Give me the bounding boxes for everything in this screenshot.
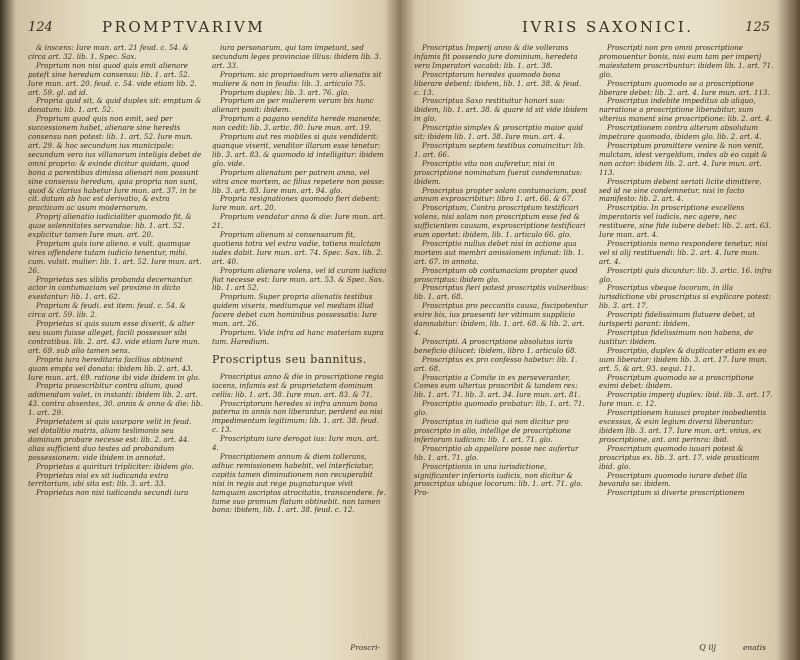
index-entry: Proprium alienatum per patrem anno, vel vitra ance mortem, ac filius repetere non posse: lib. 3. art. 83. Iure mun. art. 94. glo. bbox=[212, 167, 385, 195]
index-entry: & inscens: Iure mun. art. 21 feud. c. 54. & circa art. 32. lib. 1. Spec. Sax. bbox=[28, 43, 189, 61]
index-entry: Proscriptio. In proscriptione excellens imperatoris vel iudicis, nec agere, nec restituere, sine fide iubere debet: lib. 2. art. 63. Iure mun. art. 4. bbox=[599, 203, 771, 240]
index-entry: Proprium alienare volens, vel id curam iudicio fiat necesse est: Iure mun. art. 53. & Spec. Sax. lib. 1. art 52. bbox=[212, 265, 387, 293]
index-entry: Proscripti. A proscriptione absolutus iuris beneficio dilucet: ibidem, libro 1. articulo 68. bbox=[414, 336, 577, 355]
right-page bbox=[414, 0, 780, 660]
right-page-number: 125 bbox=[745, 20, 770, 35]
index-entry: Proprietas ses siblis probanda decernantur. actor in contumaciam vel proximo in dicto exestantur: lib. 1. art. 62. bbox=[28, 274, 193, 302]
right-column-1 bbox=[414, 44, 589, 498]
index-entry: Proscriptus pro peccantis causa, fiscipotentur exire bis, ius praesenti ter vitimum supplicio damnabitur: ibidem, lib. 1. art. 68. & lib. 2. art. 4. bbox=[414, 301, 588, 337]
index-entry: Propria quid sit, & quid duplex sit: emptum & donatum: lib. 1. art. 52. bbox=[28, 96, 202, 115]
index-entry: Proscriptio vita non auferetur, nisi in proscriptione nominatum fuerat condemnatus: ibidem. bbox=[414, 158, 583, 186]
index-entry: Proscriptionem annum & diem tollerans, adhuc remissionem habebit, vel interficiatur, capitis tamen diminutionem non recuperabit nisi in regis aut rege pugnaturque vivit tamquam ascriptos atrocitatis, transcendere. fe. tume suo promum flatum obtinebit. non tamen bona: ibidem, lib. 1. art. 38. feud. c. 12. bbox=[212, 451, 386, 515]
index-entry: Propria iura hereditaria facilius obtinent quam empta vel donata: ibidem lib. 2. art. 43. Iure mun. art. 69. ratione ibi vide ibidem in glo. bbox=[28, 354, 200, 382]
left-catchword: Proscri- bbox=[350, 643, 380, 652]
index-entry: Proscriptio ab appellare posse nec aufertur lib. 1. art. 71. glo. bbox=[414, 443, 579, 462]
index-entry: Proscripti fidelissimum flatuere debet, ut iurisperti parant: ibidem. bbox=[599, 310, 756, 329]
index-entry: Proscriptorum heredes si infra annum bona paterna in annis non liberantur, perdent ea nisi impedimentum legitimum: lib. 1. art. 38. feud. c. 13. bbox=[212, 398, 383, 435]
index-entry: Proprium an per mulierem verum bis hunc alienari posit: ibidem. bbox=[212, 96, 374, 115]
index-entry: Proscriptus indebite impeditus ab aliquo, narratione a proscriptione liberabitur, sum vlterius manent sine proscriptione: lib. 2. art. 4. bbox=[599, 96, 772, 124]
index-entry: iura personarum, qui tam impetunt, sed secundum leges provinciae illius: ibidem lib. 3. art. 33. bbox=[212, 43, 382, 70]
index-entry: Proscriptus fieri potest proscriptis vulneribus: lib. 1. art. 68. bbox=[414, 283, 589, 302]
index-entry: Proscriptus in iudicio qui non dicitur pro proscripto in alio, intellige de proscriptione inferiorum iudicum: lib. 1. art. 71. glo. bbox=[414, 417, 571, 444]
right-column-2 bbox=[599, 44, 774, 498]
index-entry: Proscriptum ob contumaciam propter quod proscriptus: ibidem glo. bbox=[414, 265, 578, 284]
index-entry: Proscriptum quomodo iurare debet illa bevando se: ibidem. bbox=[599, 470, 748, 489]
index-entry: Proprietatem si quis usurpare velit in feud. vel dotalitio matris, aliam teslimonis seu dominum probare necesse est: lib. 2. art. 44. alias sufficient duo testes ad probandum possessionem: vide ibidem in annotat. bbox=[28, 417, 192, 462]
left-text-columns bbox=[22, 44, 394, 660]
index-entry: Proprium. Vide infra ad hanc materiam supra tum. Haredium. bbox=[212, 328, 384, 346]
index-entry: Proscriptionis nemo respondere tenetur, nisi vel si alij restituendi: lib. 2. art. 4. Iure mun. art. 4. bbox=[599, 238, 768, 266]
index-entry: Proscriptus propter solam contumaciam, post annum exproscribitur: libro 1. art. 66. & 67. bbox=[414, 185, 587, 204]
index-entry: Proscriptum iure derogat ius: Iure mun. art. 4. bbox=[212, 434, 380, 453]
index-entry: Proprium vendatur anno & die: Iure mun. art. 21. bbox=[212, 212, 386, 231]
left-running-head: PROMPTVARIVM bbox=[102, 18, 266, 36]
left-page-number: 124 bbox=[28, 20, 53, 35]
index-entry: Proscriptio a Comite in ex perseveranter, Comes eum ulterius proscribit & tandem rex: lib. 1. art. 71. lib. 3. art. 34. Iure mun. art. 81. bbox=[414, 372, 581, 400]
index-entry: Proprium quis iure alieno. e vult. quamque vires offendere tutam iudicio tenentur, mihi. cum. vulsit. mulier: lib. 1. art. 52. Iure mun. art. 26. bbox=[28, 238, 202, 275]
index-entry: Proscriptum si diverte proscriptionem bbox=[607, 488, 745, 498]
index-entry: Proscriptionis in una iurisdictione, significanter inferioris iudicis, non dicitur & proscriptus ubique locorum: lib. 1. art. 71. glo. Pro- bbox=[414, 461, 583, 498]
index-entry: Proscriptio, duplex & duplicater etiam ex eo uum liberatur: ibidem lib. 3. art. 17. Iure mun. art. 5. & art. 93. sequi. 11. bbox=[599, 345, 767, 373]
index-entry: Proprium alienum si consensarum fit, quotiens totra vel extra vadie, totiens mulctam iudex dabit. Iure mun. art. 74. Spec. Sax. lib. 2. art. 40. bbox=[212, 230, 383, 266]
index-entry: Propria praescribitur contra alium, quod adimendum valet, in instanti: ibidem lib. 2. art. 43. contra absentes, 30. annis & anno & die: lib. 1. art. 29. bbox=[28, 381, 203, 418]
right-running-head: IVRIS SAXONICI. bbox=[522, 18, 694, 36]
index-entry: Proscriptum quomodo se a proscriptione liberare debet: lib. 2. art. 4. Iure mun. art. 113. bbox=[599, 78, 770, 97]
signature-mark: Q iij bbox=[699, 643, 716, 652]
index-entry: Proscriptum quomodo se a proscriptione eximi debet: ibidem. bbox=[599, 372, 754, 391]
index-entry: Proscriptio imperij duplex: ibid. lib. 3. art. 17. Iure mun. c. 12. bbox=[599, 390, 773, 409]
index-entry: Proscriptio simplex & proscriptio maior quid sit: ibidem lib. 1. art. 38. Iure mun. art. 4. bbox=[414, 123, 584, 142]
index-entry: Proscriptio nullus debet nisi in actione qua mortem aut membri amissionem infunat: lib. 1. art. 67. in annota. bbox=[414, 238, 584, 266]
right-page-header bbox=[414, 18, 780, 42]
left-column-2 bbox=[212, 44, 387, 515]
index-entry: Proprium a pagano vendita herede manente, non cedit: lib. 3. artic. 80. Iure mun. art. 19. bbox=[212, 114, 382, 133]
index-entry: Proprietas non nisi iudicanda secundi iura bbox=[36, 488, 189, 498]
left-column-1 bbox=[28, 44, 203, 498]
index-entry: Proscriptionem huiusci propter inobedientis excessus, & exin legium diversi liberantur: ibidem lib. 3. art. 17. Iure mun. art. vnius, ex proscriptione, ant. ant perinra: ibid. bbox=[599, 408, 767, 444]
index-entry: Propria resignationes quomodo fieri debent: Iure mun. art. 20. bbox=[212, 194, 380, 213]
index-entry: Proscriptorum heredes quomodo bona liberare debent: ibidem, lib. 1. art. 38. & feud. c. 13. bbox=[414, 69, 582, 97]
index-entry: Proscriptus ex pro confesso habetur: lib. 1. art. 68. bbox=[414, 354, 578, 373]
index-entry: Proprium quod quis non emit, sed per successionem habet, alienare sine heredis consensu non potest: lib. 1. art. 52. Iure mun. art. 29. & hoc secundum ius municipale: secundum vero ius villanorum inteligis debet de omni proprio: & exinde dicitur quidam, quod bona a parentibus dimissa alienari non possunt sine consensu heredum, quia propria non sunt, quod & clarius habetur Iure mun. art. 37. in te cit. datum ab hoc est derivatio, & extra practicam ac usum modernorum. bbox=[28, 114, 202, 213]
index-entry: Proscriptum, Contra proscriptum testificari volens, nisi solam non proscriptum esse fed & sufficientem causam, exproscriptione testificari eum oportet: ibidem, lib. 1. articulo 66. glo. bbox=[414, 203, 586, 240]
index-entry: Proscripti quis dicuntur: lib. 3. artic. 16. infra glo. bbox=[599, 265, 772, 284]
index-entry: Proscriptionem contra alterum absolutum impetrare quomodo, ibidem glo. lib. 2. art. 4. bbox=[599, 123, 762, 142]
index-entry: Proprietas a quirituri tripliciter: ibidem glo. bbox=[36, 461, 194, 471]
index-entry: Proscriptio quomodo probatur: lib. 1. art. 71. glo. bbox=[414, 399, 585, 418]
index-entry: Proprietas nisi ex sit iudicanda extra territorium, ubi sita est: lib. 3. art. 33. bbox=[28, 470, 169, 489]
index-entry: Proscriptus vbeque locorum, in illa iurisdictione vbi proscriptus si explicare potest: lib. 3. art. 17. bbox=[599, 283, 771, 311]
index-entry: Proscriptum quomodo iuuari potest & proscriptus ex. lib. 3. art. 17. vide prasticam ibid. glo. bbox=[599, 443, 760, 471]
index-entry: Proscripti non pro omni proscriptione promouentur bonis, nisi eum tam per imperij maiestatem proscribuntur: ibidem lib. 1. art. 71. glo. bbox=[599, 43, 774, 79]
index-entry: Proscriptus anno & die in proscriptione regia iacens, infamis est & proprietatem dominum cellis: lib. 1. art. 38. Iure mun. art. 83. & 71. bbox=[212, 371, 384, 399]
index-entry: Proscriptum promittere venire & non venit, mulctam, idest vergeldum, index ab eo capit & non actor: ibidem lib. 2. art. 4. Iure mun. art. 113. bbox=[599, 140, 768, 177]
index-entry: Proprium. Super propria alienatis testibus quidem vixeris, mediumque vel mediam illud facere debet cum hominibus possessatis: Iure mun. art. 26. bbox=[212, 292, 377, 329]
section-heading: Proscriptus seu bannitus. bbox=[212, 352, 367, 366]
index-entry: Proprietas si quis suum esse dixerit, & alter seu suum fuisse alleget, facili possessor sibi contratibus. lib. 2. art. 43. vide etiam Iure mun. art. 69. sub alio tamen sens. bbox=[28, 319, 200, 355]
index-entry: Proprij alienatio iudicialiter quomodo fit, & quae solennitates servandae: lib. 1. art. 52. explicitur tamen Iure mun. art. 20. bbox=[28, 212, 192, 240]
index-entry: Proprium non nisi quod quis emit alienare poteft sine heredum consensu: lib. 1. art. 52. Iure mun. art. 20. feud. c. 54. vide etiam lib. 2. art. 59. gl. ad id. bbox=[28, 60, 197, 97]
index-entry: Proprium aut res mobiles si quis vendiderit: quanque vixerit, venditor illarum esse tenetur: lib. 3. art. 83. & quomodo id intelligitur: ibidem glo. vide. bbox=[212, 132, 384, 168]
index-entry: Proprium. sic propriaedium vero alienatis sit muliere & non in feudis: lib. 3. articulo 75. bbox=[212, 69, 382, 88]
index-entry: Proprium duplex: lib. 3. art. 76. glo. bbox=[220, 87, 350, 97]
index-entry: Proscriptum septem testibus conuincitur: lib. 1. art. 66. bbox=[414, 140, 586, 159]
index-entry: Proprium & feudi. est item: feud. c. 54. & circa art. 59. lib. 2. bbox=[28, 301, 186, 320]
index-entry: Proscriptus Saxo restituitur honori suo: ibidem, lib. 1. art. 38. & quare id sit vide ibidem in glo. bbox=[414, 96, 588, 124]
index-entry: Proscriptus Imperij anno & die vollerans infamis fit possendo jure dominium, heredeta vero Imperatori vacabit: lib. 1. art. 38. bbox=[414, 43, 578, 70]
index-entry: Proscriptum debent seriati licite dimittere, sed id ne sine condemnetur, nisi in facto manifesto: lib. 2. art. 4. bbox=[599, 176, 762, 204]
index-entry: Proscriptus fidelissimum non habens, de iustitur: ibidem. bbox=[599, 328, 754, 346]
right-text-columns bbox=[414, 44, 780, 660]
left-page-header bbox=[22, 18, 394, 42]
left-page bbox=[22, 0, 394, 660]
right-catchword: enatis bbox=[742, 643, 766, 652]
